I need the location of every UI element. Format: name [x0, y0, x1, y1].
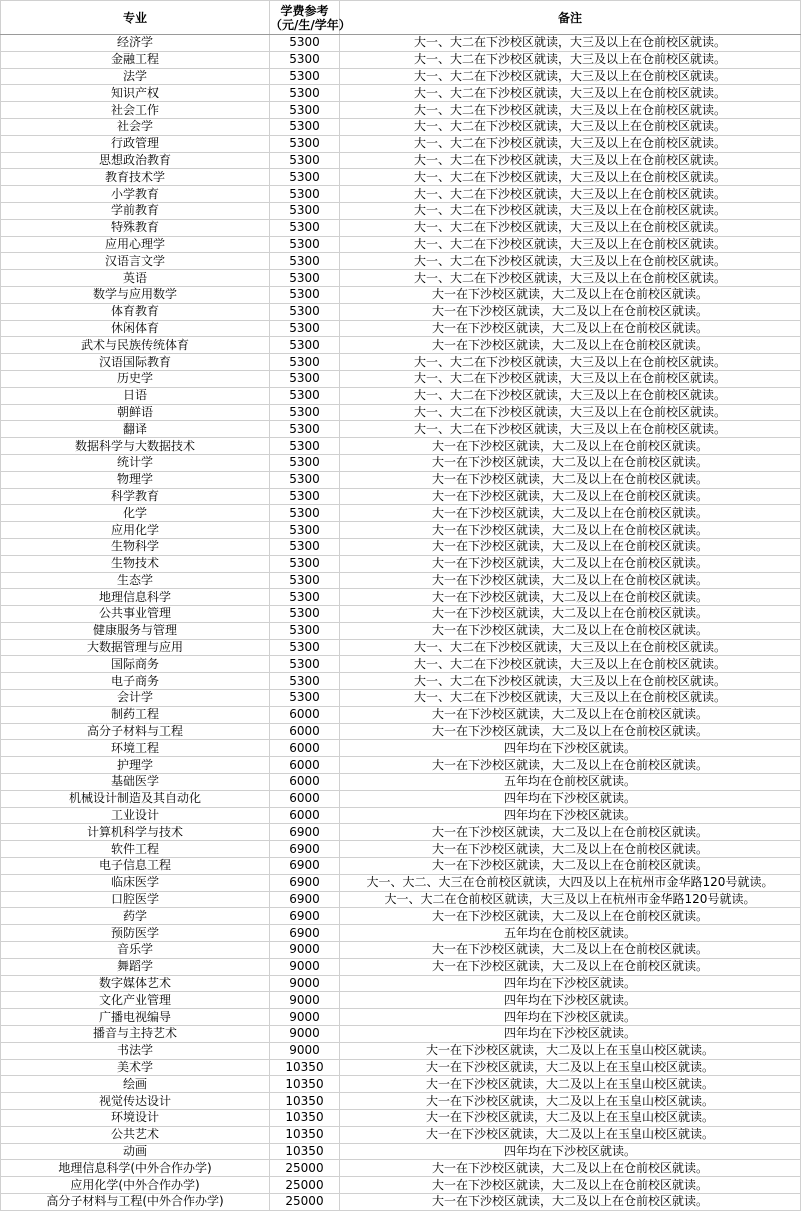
fee-cell: 10350 [270, 1059, 340, 1076]
fee-cell: 5300 [270, 354, 340, 371]
major-cell: 动画 [1, 1143, 270, 1160]
major-cell: 应用化学 [1, 522, 270, 539]
major-cell: 数学与应用数学 [1, 286, 270, 303]
fee-cell: 6900 [270, 858, 340, 875]
fee-cell: 6900 [270, 824, 340, 841]
table-row [1, 942, 801, 959]
note-cell: 大一在下沙校区就读，大二及以上在仓前校区就读。 [340, 622, 801, 639]
table-row [1, 858, 801, 875]
note-cell: 大一在下沙校区就读，大二及以上在仓前校区就读。 [340, 488, 801, 505]
table-row [1, 286, 801, 303]
table-row [1, 354, 801, 371]
table-row [1, 1042, 801, 1059]
note-cell: 四年均在下沙校区就读。 [340, 992, 801, 1009]
fee-cell: 5300 [270, 404, 340, 421]
note-cell: 大一、大二在下沙校区就读，大三及以上在仓前校区就读。 [340, 354, 801, 371]
major-cell: 生态学 [1, 572, 270, 589]
major-cell: 播音与主持艺术 [1, 1026, 270, 1043]
note-cell: 大一、大二在下沙校区就读，大三及以上在仓前校区就读。 [340, 253, 801, 270]
note-cell: 大一、大二在下沙校区就读，大三及以上在仓前校区就读。 [340, 387, 801, 404]
major-cell: 口腔医学 [1, 891, 270, 908]
table-row [1, 219, 801, 236]
table-row [1, 1093, 801, 1110]
major-cell: 绘画 [1, 1076, 270, 1093]
note-cell: 大一在下沙校区就读，大二及以上在仓前校区就读。 [340, 286, 801, 303]
note-cell: 四年均在下沙校区就读。 [340, 807, 801, 824]
note-cell: 大一、大二在下沙校区就读，大三及以上在仓前校区就读。 [340, 236, 801, 253]
table-row [1, 135, 801, 152]
table-row [1, 35, 801, 52]
table-row [1, 1026, 801, 1043]
table-row [1, 908, 801, 925]
fee-cell: 9000 [270, 942, 340, 959]
fee-cell: 5300 [270, 673, 340, 690]
note-cell: 大一在下沙校区就读，大二及以上在玉皇山校区就读。 [340, 1076, 801, 1093]
major-cell: 翻译 [1, 421, 270, 438]
major-cell: 电子信息工程 [1, 858, 270, 875]
note-cell: 大一、大二、大三在仓前校区就读，大四及以上在杭州市金华路120号就读。 [340, 874, 801, 891]
fee-cell: 6000 [270, 807, 340, 824]
note-cell: 大一、大二在下沙校区就读，大三及以上在仓前校区就读。 [340, 169, 801, 186]
table-row [1, 572, 801, 589]
fee-cell: 6900 [270, 908, 340, 925]
fee-cell: 5300 [270, 522, 340, 539]
note-cell: 大一在下沙校区就读，大二及以上在仓前校区就读。 [340, 320, 801, 337]
major-cell: 科学教育 [1, 488, 270, 505]
note-cell: 大一在下沙校区就读，大二及以上在仓前校区就读。 [340, 471, 801, 488]
fee-cell: 5300 [270, 135, 340, 152]
table-row [1, 236, 801, 253]
table-row [1, 673, 801, 690]
fee-cell: 5300 [270, 286, 340, 303]
note-cell: 四年均在下沙校区就读。 [340, 740, 801, 757]
fee-cell: 5300 [270, 555, 340, 572]
table-row [1, 270, 801, 287]
header-note: 备注 [340, 1, 801, 35]
fee-cell: 5300 [270, 320, 340, 337]
fee-cell: 6000 [270, 706, 340, 723]
fee-cell: 10350 [270, 1110, 340, 1127]
note-cell: 大一在下沙校区就读，大二及以上在仓前校区就读。 [340, 706, 801, 723]
major-cell: 预防医学 [1, 925, 270, 942]
fee-cell: 9000 [270, 958, 340, 975]
major-cell: 统计学 [1, 454, 270, 471]
table-row [1, 589, 801, 606]
note-cell: 大一、大二在下沙校区就读，大三及以上在仓前校区就读。 [340, 673, 801, 690]
table-row [1, 505, 801, 522]
table-body [1, 35, 801, 1211]
major-cell: 地理信息科学 [1, 589, 270, 606]
major-cell: 制药工程 [1, 706, 270, 723]
major-cell: 计算机科学与技术 [1, 824, 270, 841]
fee-cell: 5300 [270, 370, 340, 387]
major-cell: 生物科学 [1, 538, 270, 555]
table-row [1, 1110, 801, 1127]
fee-cell: 9000 [270, 1042, 340, 1059]
table-row [1, 723, 801, 740]
major-cell: 公共艺术 [1, 1126, 270, 1143]
major-cell: 工业设计 [1, 807, 270, 824]
note-cell: 四年均在下沙校区就读。 [340, 1009, 801, 1026]
fee-cell: 5300 [270, 454, 340, 471]
major-cell: 英语 [1, 270, 270, 287]
major-cell: 环境设计 [1, 1110, 270, 1127]
major-cell: 社会学 [1, 118, 270, 135]
fee-cell: 6000 [270, 774, 340, 791]
major-cell: 教育技术学 [1, 169, 270, 186]
fee-cell: 5300 [270, 102, 340, 119]
fee-cell: 5300 [270, 236, 340, 253]
major-cell: 舞蹈学 [1, 958, 270, 975]
major-cell: 视觉传达设计 [1, 1093, 270, 1110]
table-row [1, 824, 801, 841]
note-cell: 大一在下沙校区就读，大二及以上在仓前校区就读。 [340, 908, 801, 925]
major-cell: 数字媒体艺术 [1, 975, 270, 992]
fee-cell: 5300 [270, 606, 340, 623]
table-row [1, 51, 801, 68]
table-row [1, 874, 801, 891]
note-cell: 五年均在仓前校区就读。 [340, 925, 801, 942]
major-cell: 知识产权 [1, 85, 270, 102]
major-cell: 历史学 [1, 370, 270, 387]
fee-cell: 5300 [270, 303, 340, 320]
fee-cell: 5300 [270, 421, 340, 438]
table-row [1, 438, 801, 455]
table-row [1, 337, 801, 354]
table-row [1, 622, 801, 639]
table-row [1, 555, 801, 572]
fee-cell: 9000 [270, 1026, 340, 1043]
table-row [1, 757, 801, 774]
major-cell: 化学 [1, 505, 270, 522]
fee-cell: 5300 [270, 270, 340, 287]
fee-cell: 5300 [270, 488, 340, 505]
note-cell: 大一、大二在下沙校区就读，大三及以上在仓前校区就读。 [340, 85, 801, 102]
table-row [1, 992, 801, 1009]
table-row [1, 169, 801, 186]
fee-cell: 5300 [270, 656, 340, 673]
major-cell: 休闲体育 [1, 320, 270, 337]
note-cell: 大一、大二在下沙校区就读，大三及以上在仓前校区就读。 [340, 51, 801, 68]
note-cell: 大一在下沙校区就读，大二及以上在玉皇山校区就读。 [340, 1093, 801, 1110]
major-cell: 物理学 [1, 471, 270, 488]
major-cell: 护理学 [1, 757, 270, 774]
major-cell: 机械设计制造及其自动化 [1, 790, 270, 807]
major-cell: 公共事业管理 [1, 606, 270, 623]
table-row [1, 1059, 801, 1076]
note-cell: 大一在下沙校区就读，大二及以上在仓前校区就读。 [340, 1177, 801, 1194]
fee-cell: 5300 [270, 35, 340, 52]
major-cell: 行政管理 [1, 135, 270, 152]
major-cell: 书法学 [1, 1042, 270, 1059]
table-row [1, 975, 801, 992]
fee-cell: 10350 [270, 1143, 340, 1160]
table-row [1, 85, 801, 102]
table-row [1, 538, 801, 555]
major-cell: 软件工程 [1, 841, 270, 858]
table-row [1, 958, 801, 975]
major-cell: 环境工程 [1, 740, 270, 757]
major-cell: 大数据管理与应用 [1, 639, 270, 656]
note-cell: 四年均在下沙校区就读。 [340, 790, 801, 807]
note-cell: 大一在下沙校区就读，大二及以上在仓前校区就读。 [340, 572, 801, 589]
note-cell: 大一在下沙校区就读，大二及以上在仓前校区就读。 [340, 505, 801, 522]
fee-cell: 9000 [270, 1009, 340, 1026]
table-row [1, 706, 801, 723]
note-cell: 大一、大二在下沙校区就读，大三及以上在仓前校区就读。 [340, 219, 801, 236]
note-cell: 大一、大二在下沙校区就读，大三及以上在仓前校区就读。 [340, 102, 801, 119]
table-row [1, 774, 801, 791]
note-cell: 大一在下沙校区就读，大二及以上在玉皇山校区就读。 [340, 1126, 801, 1143]
fee-cell: 9000 [270, 975, 340, 992]
major-cell: 电子商务 [1, 673, 270, 690]
major-cell: 特殊教育 [1, 219, 270, 236]
table-row [1, 303, 801, 320]
note-cell: 大一、大二在下沙校区就读，大三及以上在仓前校区就读。 [340, 202, 801, 219]
table-row [1, 421, 801, 438]
note-cell: 大一在下沙校区就读，大二及以上在仓前校区就读。 [340, 522, 801, 539]
note-cell: 大一、大二在下沙校区就读，大三及以上在仓前校区就读。 [340, 421, 801, 438]
fee-cell: 5300 [270, 622, 340, 639]
note-cell: 大一在下沙校区就读，大二及以上在玉皇山校区就读。 [340, 1059, 801, 1076]
fee-cell: 25000 [270, 1177, 340, 1194]
fee-cell: 10350 [270, 1093, 340, 1110]
fee-cell: 5300 [270, 505, 340, 522]
major-cell: 高分子材料与工程(中外合作办学) [1, 1193, 270, 1210]
note-cell: 大一在下沙校区就读，大二及以上在仓前校区就读。 [340, 757, 801, 774]
major-cell: 生物技术 [1, 555, 270, 572]
note-cell: 大一在下沙校区就读，大二及以上在仓前校区就读。 [340, 538, 801, 555]
major-cell: 汉语言文学 [1, 253, 270, 270]
fee-cell: 10350 [270, 1076, 340, 1093]
major-cell: 药学 [1, 908, 270, 925]
major-cell: 小学教育 [1, 186, 270, 203]
fee-cell: 5300 [270, 471, 340, 488]
note-cell: 大一在下沙校区就读，大二及以上在仓前校区就读。 [340, 589, 801, 606]
fee-cell: 5300 [270, 118, 340, 135]
fee-cell: 6900 [270, 874, 340, 891]
table-row [1, 1076, 801, 1093]
note-cell: 大一、大二在下沙校区就读，大三及以上在仓前校区就读。 [340, 135, 801, 152]
table-row [1, 891, 801, 908]
note-cell: 大一在下沙校区就读，大二及以上在仓前校区就读。 [340, 858, 801, 875]
fee-cell: 5300 [270, 186, 340, 203]
note-cell: 大一、大二在下沙校区就读，大三及以上在仓前校区就读。 [340, 639, 801, 656]
note-cell: 大一在下沙校区就读，大二及以上在仓前校区就读。 [340, 606, 801, 623]
table-row [1, 102, 801, 119]
fee-cell: 9000 [270, 992, 340, 1009]
major-cell: 金融工程 [1, 51, 270, 68]
major-cell: 广播电视编导 [1, 1009, 270, 1026]
note-cell: 大一在下沙校区就读，大二及以上在仓前校区就读。 [340, 824, 801, 841]
note-cell: 大一、大二在下沙校区就读，大三及以上在仓前校区就读。 [340, 656, 801, 673]
fee-cell: 25000 [270, 1160, 340, 1177]
header-fee [270, 1, 351, 35]
major-cell: 会计学 [1, 690, 270, 707]
note-cell: 大一在下沙校区就读，大二及以上在玉皇山校区就读。 [340, 1042, 801, 1059]
note-cell: 大一在下沙校区就读，大二及以上在仓前校区就读。 [340, 1193, 801, 1210]
major-cell: 临床医学 [1, 874, 270, 891]
note-cell: 四年均在下沙校区就读。 [340, 1143, 801, 1160]
note-cell: 大一在下沙校区就读，大二及以上在仓前校区就读。 [340, 303, 801, 320]
fee-cell: 5300 [270, 68, 340, 85]
major-cell: 美术学 [1, 1059, 270, 1076]
table-row [1, 1160, 801, 1177]
table-row [1, 606, 801, 623]
table-row [1, 454, 801, 471]
table-row [1, 790, 801, 807]
note-cell: 大一在下沙校区就读，大二及以上在玉皇山校区就读。 [340, 1110, 801, 1127]
table-row [1, 522, 801, 539]
fee-cell: 5300 [270, 51, 340, 68]
fee-cell: 6900 [270, 841, 340, 858]
table-row [1, 925, 801, 942]
major-cell: 思想政治教育 [1, 152, 270, 169]
major-cell: 国际商务 [1, 656, 270, 673]
major-cell: 法学 [1, 68, 270, 85]
note-cell: 大一在下沙校区就读，大二及以上在仓前校区就读。 [340, 555, 801, 572]
table-row [1, 253, 801, 270]
major-cell: 朝鲜语 [1, 404, 270, 421]
major-cell: 日语 [1, 387, 270, 404]
note-cell: 大一在下沙校区就读，大二及以上在仓前校区就读。 [340, 438, 801, 455]
fee-cell: 6000 [270, 723, 340, 740]
fee-cell: 6900 [270, 891, 340, 908]
major-cell: 社会工作 [1, 102, 270, 119]
note-cell: 五年均在仓前校区就读。 [340, 774, 801, 791]
table-row [1, 370, 801, 387]
table-row [1, 841, 801, 858]
table-row [1, 320, 801, 337]
fee-cell: 5300 [270, 219, 340, 236]
major-cell: 基础医学 [1, 774, 270, 791]
note-cell: 大一在下沙校区就读，大二及以上在仓前校区就读。 [340, 454, 801, 471]
table-row [1, 404, 801, 421]
fee-cell: 5300 [270, 169, 340, 186]
note-cell: 四年均在下沙校区就读。 [340, 1026, 801, 1043]
major-cell: 武术与民族传统体育 [1, 337, 270, 354]
table-row [1, 656, 801, 673]
table-row [1, 471, 801, 488]
fee-cell: 5300 [270, 690, 340, 707]
note-cell: 大一、大二在下沙校区就读，大三及以上在仓前校区就读。 [340, 370, 801, 387]
fee-cell: 5300 [270, 202, 340, 219]
fee-cell: 5300 [270, 538, 340, 555]
fee-cell: 25000 [270, 1193, 340, 1210]
major-cell: 体育教育 [1, 303, 270, 320]
table-row [1, 1177, 801, 1194]
note-cell: 大一、大二在下沙校区就读，大三及以上在仓前校区就读。 [340, 186, 801, 203]
fee-cell: 6000 [270, 790, 340, 807]
note-cell: 大一、大二在下沙校区就读，大三及以上在仓前校区就读。 [340, 152, 801, 169]
table-row [1, 186, 801, 203]
fee-cell: 5300 [270, 639, 340, 656]
major-cell: 数据科学与大数据技术 [1, 438, 270, 455]
major-cell: 健康服务与管理 [1, 622, 270, 639]
major-cell: 文化产业管理 [1, 992, 270, 1009]
note-cell: 大一在下沙校区就读，大二及以上在仓前校区就读。 [340, 337, 801, 354]
table-row [1, 807, 801, 824]
header-major: 专业 [1, 1, 270, 35]
fee-cell: 6000 [270, 757, 340, 774]
table-row [1, 1193, 801, 1210]
table-row [1, 202, 801, 219]
major-cell: 经济学 [1, 35, 270, 52]
table-row [1, 118, 801, 135]
table-row [1, 152, 801, 169]
table-row [1, 639, 801, 656]
table-row [1, 1126, 801, 1143]
major-cell: 应用心理学 [1, 236, 270, 253]
table-row [1, 488, 801, 505]
table-row [1, 740, 801, 757]
fee-cell: 10350 [270, 1126, 340, 1143]
fee-cell: 5300 [270, 572, 340, 589]
table-row [1, 387, 801, 404]
major-cell: 汉语国际教育 [1, 354, 270, 371]
fee-cell: 5300 [270, 152, 340, 169]
note-cell: 大一、大二在下沙校区就读，大三及以上在仓前校区就读。 [340, 270, 801, 287]
fee-cell: 5300 [270, 85, 340, 102]
note-cell: 四年均在下沙校区就读。 [340, 975, 801, 992]
note-cell: 大一、大二在下沙校区就读，大三及以上在仓前校区就读。 [340, 118, 801, 135]
major-cell: 音乐学 [1, 942, 270, 959]
note-cell: 大一在下沙校区就读，大二及以上在仓前校区就读。 [340, 841, 801, 858]
fee-cell: 5300 [270, 337, 340, 354]
fee-cell: 5300 [270, 253, 340, 270]
note-cell: 大一在下沙校区就读，大二及以上在仓前校区就读。 [340, 1160, 801, 1177]
note-cell: 大一在下沙校区就读，大二及以上在仓前校区就读。 [340, 723, 801, 740]
fee-cell: 5300 [270, 387, 340, 404]
table-row [1, 1143, 801, 1160]
note-cell: 大一在下沙校区就读，大二及以上在仓前校区就读。 [340, 942, 801, 959]
table-row [1, 68, 801, 85]
header-row [1, 1, 801, 35]
fee-cell: 5300 [270, 438, 340, 455]
table-row [1, 1009, 801, 1026]
major-cell: 学前教育 [1, 202, 270, 219]
note-cell: 大一、大二在仓前校区就读，大三及以上在杭州市金华路120号就读。 [340, 891, 801, 908]
header-fee-line1: 学费参考 [280, 3, 329, 18]
major-cell: 地理信息科学(中外合作办学) [1, 1160, 270, 1177]
note-cell: 大一、大二在下沙校区就读，大三及以上在仓前校区就读。 [340, 690, 801, 707]
major-cell: 应用化学(中外合作办学) [1, 1177, 270, 1194]
fee-cell: 6000 [270, 740, 340, 757]
note-cell: 大一在下沙校区就读，大二及以上在仓前校区就读。 [340, 958, 801, 975]
fee-cell: 6900 [270, 925, 340, 942]
note-cell: 大一、大二在下沙校区就读，大三及以上在仓前校区就读。 [340, 35, 801, 52]
note-cell: 大一、大二在下沙校区就读，大三及以上在仓前校区就读。 [340, 68, 801, 85]
table-row [1, 690, 801, 707]
major-cell: 高分子材料与工程 [1, 723, 270, 740]
note-cell: 大一、大二在下沙校区就读，大三及以上在仓前校区就读。 [340, 404, 801, 421]
fee-cell: 5300 [270, 589, 340, 606]
header-fee-line2: （元/生/学年） [270, 17, 351, 32]
